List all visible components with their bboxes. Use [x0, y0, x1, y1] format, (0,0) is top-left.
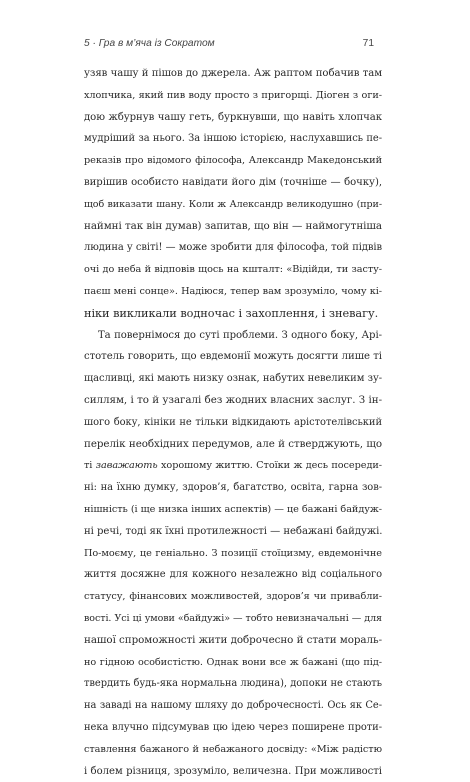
text-line: реказів про відомого філософа, Александр Македонський [84, 150, 382, 172]
text-line: мудріший за нього. За іншою історією, наслухавшись пе- [84, 128, 382, 150]
text-line: нашої спроможності жити доброчесно й стати мораль- [84, 630, 382, 652]
text-line: ставлення бажаного й небажаного досвіду: «Між радістю [84, 739, 382, 761]
text-line: перелік необхідних передумов, але й стверджують, що [84, 434, 382, 456]
text-run: ті [84, 460, 96, 471]
text-line: шого боку, кініки не тільки відкидають арістотелівський [84, 412, 382, 434]
text-line [84, 455, 382, 477]
text-line: Та повернімося до суті проблеми. З одного боку, Арі- [84, 325, 382, 347]
text-line: паєш мені сонце». Надіюся, тепер вам зрозуміло, чому кі- [84, 281, 382, 303]
text-line: стотель говорить, що евдемонії можуть досягти лише ті [84, 346, 382, 368]
text-line: вирішив особисто навідати його дім (точніше — бочку), [84, 172, 382, 194]
text-line: ні речі, тоді як їхні протилежності — небажані байдужі. [84, 521, 382, 543]
text-line: ні: на їхню думку, здоров’я, багатство, освіта, гарна зов- [84, 477, 382, 499]
text-run: хорошому життю. Стоїки ж десь посереди- [158, 460, 382, 471]
text-line: щоб виказати шану. Коли ж Александр великодушно (при- [84, 194, 382, 216]
text-line: вості. Усі ці умови «байдужі» — тобто невизначальні — для [84, 608, 382, 630]
text-line: нішність (і ще низка інших аспектів) — це бажані байдуж- [84, 499, 382, 521]
text-line: очі до неба й відповів щось на кшталт: «Відійди, ти засту- [84, 259, 382, 281]
text-line: ніки викликали водночас і захоплення, і зневагу. [84, 303, 382, 325]
text-line: нека влучно підсумував цю ідею через поширене проти- [84, 717, 382, 739]
chapter-title: 5 · Гра в м’яча із Сократом [84, 38, 215, 49]
text-line: узяв чашу й пішов до джерела. Аж раптом побачив там [84, 63, 382, 85]
text-line: дою жбурнув чашу геть, буркнувши, що навіть хлопчак [84, 107, 382, 129]
text-line: статусу, фінансових можливостей, здоров’я чи привабли- [84, 586, 382, 608]
text-line: людина у світі! — може зробити для філософа, той підвів [84, 237, 382, 259]
page-number: 71 [363, 38, 374, 49]
text-line: По-моєму, це геніально. З позиції стоїцизму, евдемонічне [84, 543, 382, 565]
text-line: но гідною особистістю. Однак вони все ж бажані (що під- [84, 652, 382, 674]
emphasis-word: заважають [96, 460, 158, 471]
text-line: силлям, і то й узагалі без жодних власних заслуг. З ін- [84, 390, 382, 412]
body-text [84, 63, 382, 782]
text-line: наймні так він думав) запитав, що він — наймогутніша [84, 216, 382, 238]
text-line: і болем різниця, зрозуміло, величезна. При можливості [84, 761, 382, 782]
text-line: щасливці, які мають низку ознак, набутих невеликим зу- [84, 368, 382, 390]
text-line: твердить будь-яка нормальна людина), допоки не стають [84, 673, 382, 695]
text-line: на заваді на нашому шляху до доброчесності. Ось як Се- [84, 695, 382, 717]
text-line: життя досяжне для кожного незалежно від соціального [84, 564, 382, 586]
running-head [84, 38, 374, 52]
text-line: хлопчика, який пив воду просто з пригорщі. Діоген з оги- [84, 85, 382, 107]
